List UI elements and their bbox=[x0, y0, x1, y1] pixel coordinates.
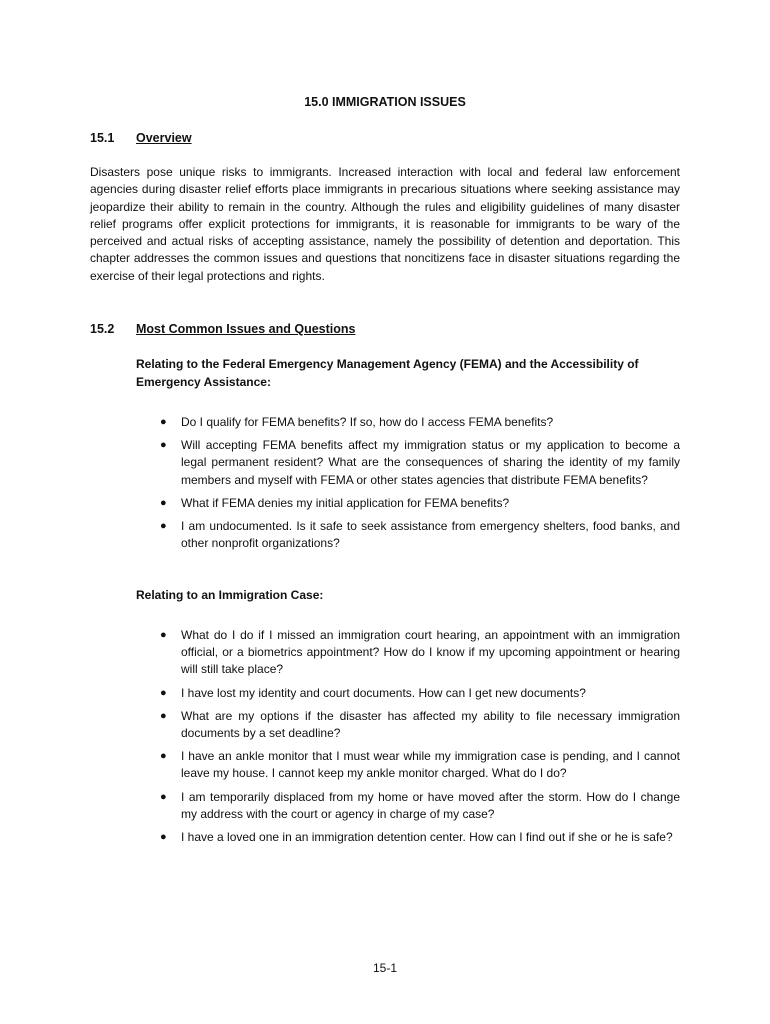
bullet-icon: ● bbox=[160, 750, 167, 763]
bullet-icon: ● bbox=[160, 790, 167, 803]
bullet-icon: ● bbox=[160, 831, 167, 844]
list-item bbox=[136, 748, 680, 782]
question-text: What are my options if the disaster has affected my ability to file necessary immigration documents by a set deadline? bbox=[181, 708, 680, 741]
page-number: 15-1 bbox=[372, 961, 398, 975]
list-item bbox=[136, 437, 680, 489]
question-text: I have a loved one in an immigration detention center. How can I find out if she or he is safe? bbox=[181, 830, 673, 845]
overview-paragraph: Disasters pose unique risks to immigrants. Increased interaction with local and federal law enforcement agencies during disaster relief efforts place immigrants in precarious situations where seeking assistance may jeopardize their ability to remain in the country. Although the rules and eligibility guidelines of many disaster relief programs offer explicit protections for immigrants, it is reasonable for immigrants to be wary of the perceived and actual risks of accepting assistance, namely the possibility of detention and deportation. This chapter addresses the common issues and questions that noncitizens face in disaster situations regarding the exercise of their legal protections and rights. bbox=[90, 165, 680, 283]
list-item bbox=[136, 685, 680, 702]
list-item bbox=[136, 518, 680, 552]
bullet-icon: ● bbox=[160, 439, 167, 452]
bullet-icon: ● bbox=[160, 520, 167, 533]
question-text: Do I qualify for FEMA benefits? If so, how do I access FEMA benefits? bbox=[181, 415, 554, 429]
chapter-title: 15.0 IMMIGRATION ISSUES bbox=[304, 95, 466, 109]
bullet-icon: ● bbox=[160, 629, 167, 641]
question-text: I am temporarily displaced from my home or have moved after the storm. How do I change my address with the court or agency in charge of my case? bbox=[181, 789, 680, 821]
section-15-2-heading bbox=[90, 322, 355, 336]
bullet-icon: ● bbox=[160, 496, 167, 509]
bullet-icon: ● bbox=[160, 709, 167, 722]
list-item bbox=[136, 829, 680, 846]
immigration-case-question-list bbox=[136, 627, 680, 846]
list-item bbox=[136, 495, 680, 512]
list-item bbox=[136, 789, 680, 823]
question-text: I have lost my identity and court documents. How can I get new documents? bbox=[181, 685, 586, 700]
question-text: Will accepting FEMA benefits affect my immigration status or my application to become a legal permanent resident? What are the consequences of sharing the identity of my family members and myself with FEMA or other states agencies that distribute FEMA benefits? bbox=[181, 438, 680, 487]
question-text: What if FEMA denies my initial application for FEMA benefits? bbox=[181, 495, 510, 510]
question-text: What do I do if I missed an immigration court hearing, an appointment with an immigration official, or a biometrics appointment? How do I know if my upcoming appointment or hearing will still take place? bbox=[181, 628, 680, 677]
bullet-icon: ● bbox=[160, 686, 167, 699]
fema-question-list bbox=[136, 414, 680, 552]
question-text: I have an ankle monitor that I must wear while my immigration case is pending, and I cannot leave my house. I cannot keep my ankle monitor charged. What do I do? bbox=[181, 749, 680, 781]
section-number: 15.1 bbox=[90, 131, 115, 145]
fema-subheading: Relating to the Federal Emergency Management Agency (FEMA) and the Accessibility of Emergency Assistance: bbox=[136, 357, 639, 389]
section-title: Most Common Issues and Questions bbox=[136, 322, 356, 336]
section-15-1-heading bbox=[90, 131, 192, 145]
immigration-case-subheading: Relating to an Immigration Case: bbox=[136, 588, 324, 602]
section-number: 15.2 bbox=[90, 322, 115, 336]
section-title: Overview bbox=[136, 131, 192, 145]
list-item bbox=[136, 627, 680, 679]
list-item bbox=[136, 708, 680, 742]
bullet-icon: ● bbox=[160, 416, 167, 428]
question-text: I am undocumented. Is it safe to seek assistance from emergency shelters, food banks, and other nonprofit organizations? bbox=[181, 519, 680, 551]
list-item bbox=[136, 414, 680, 431]
